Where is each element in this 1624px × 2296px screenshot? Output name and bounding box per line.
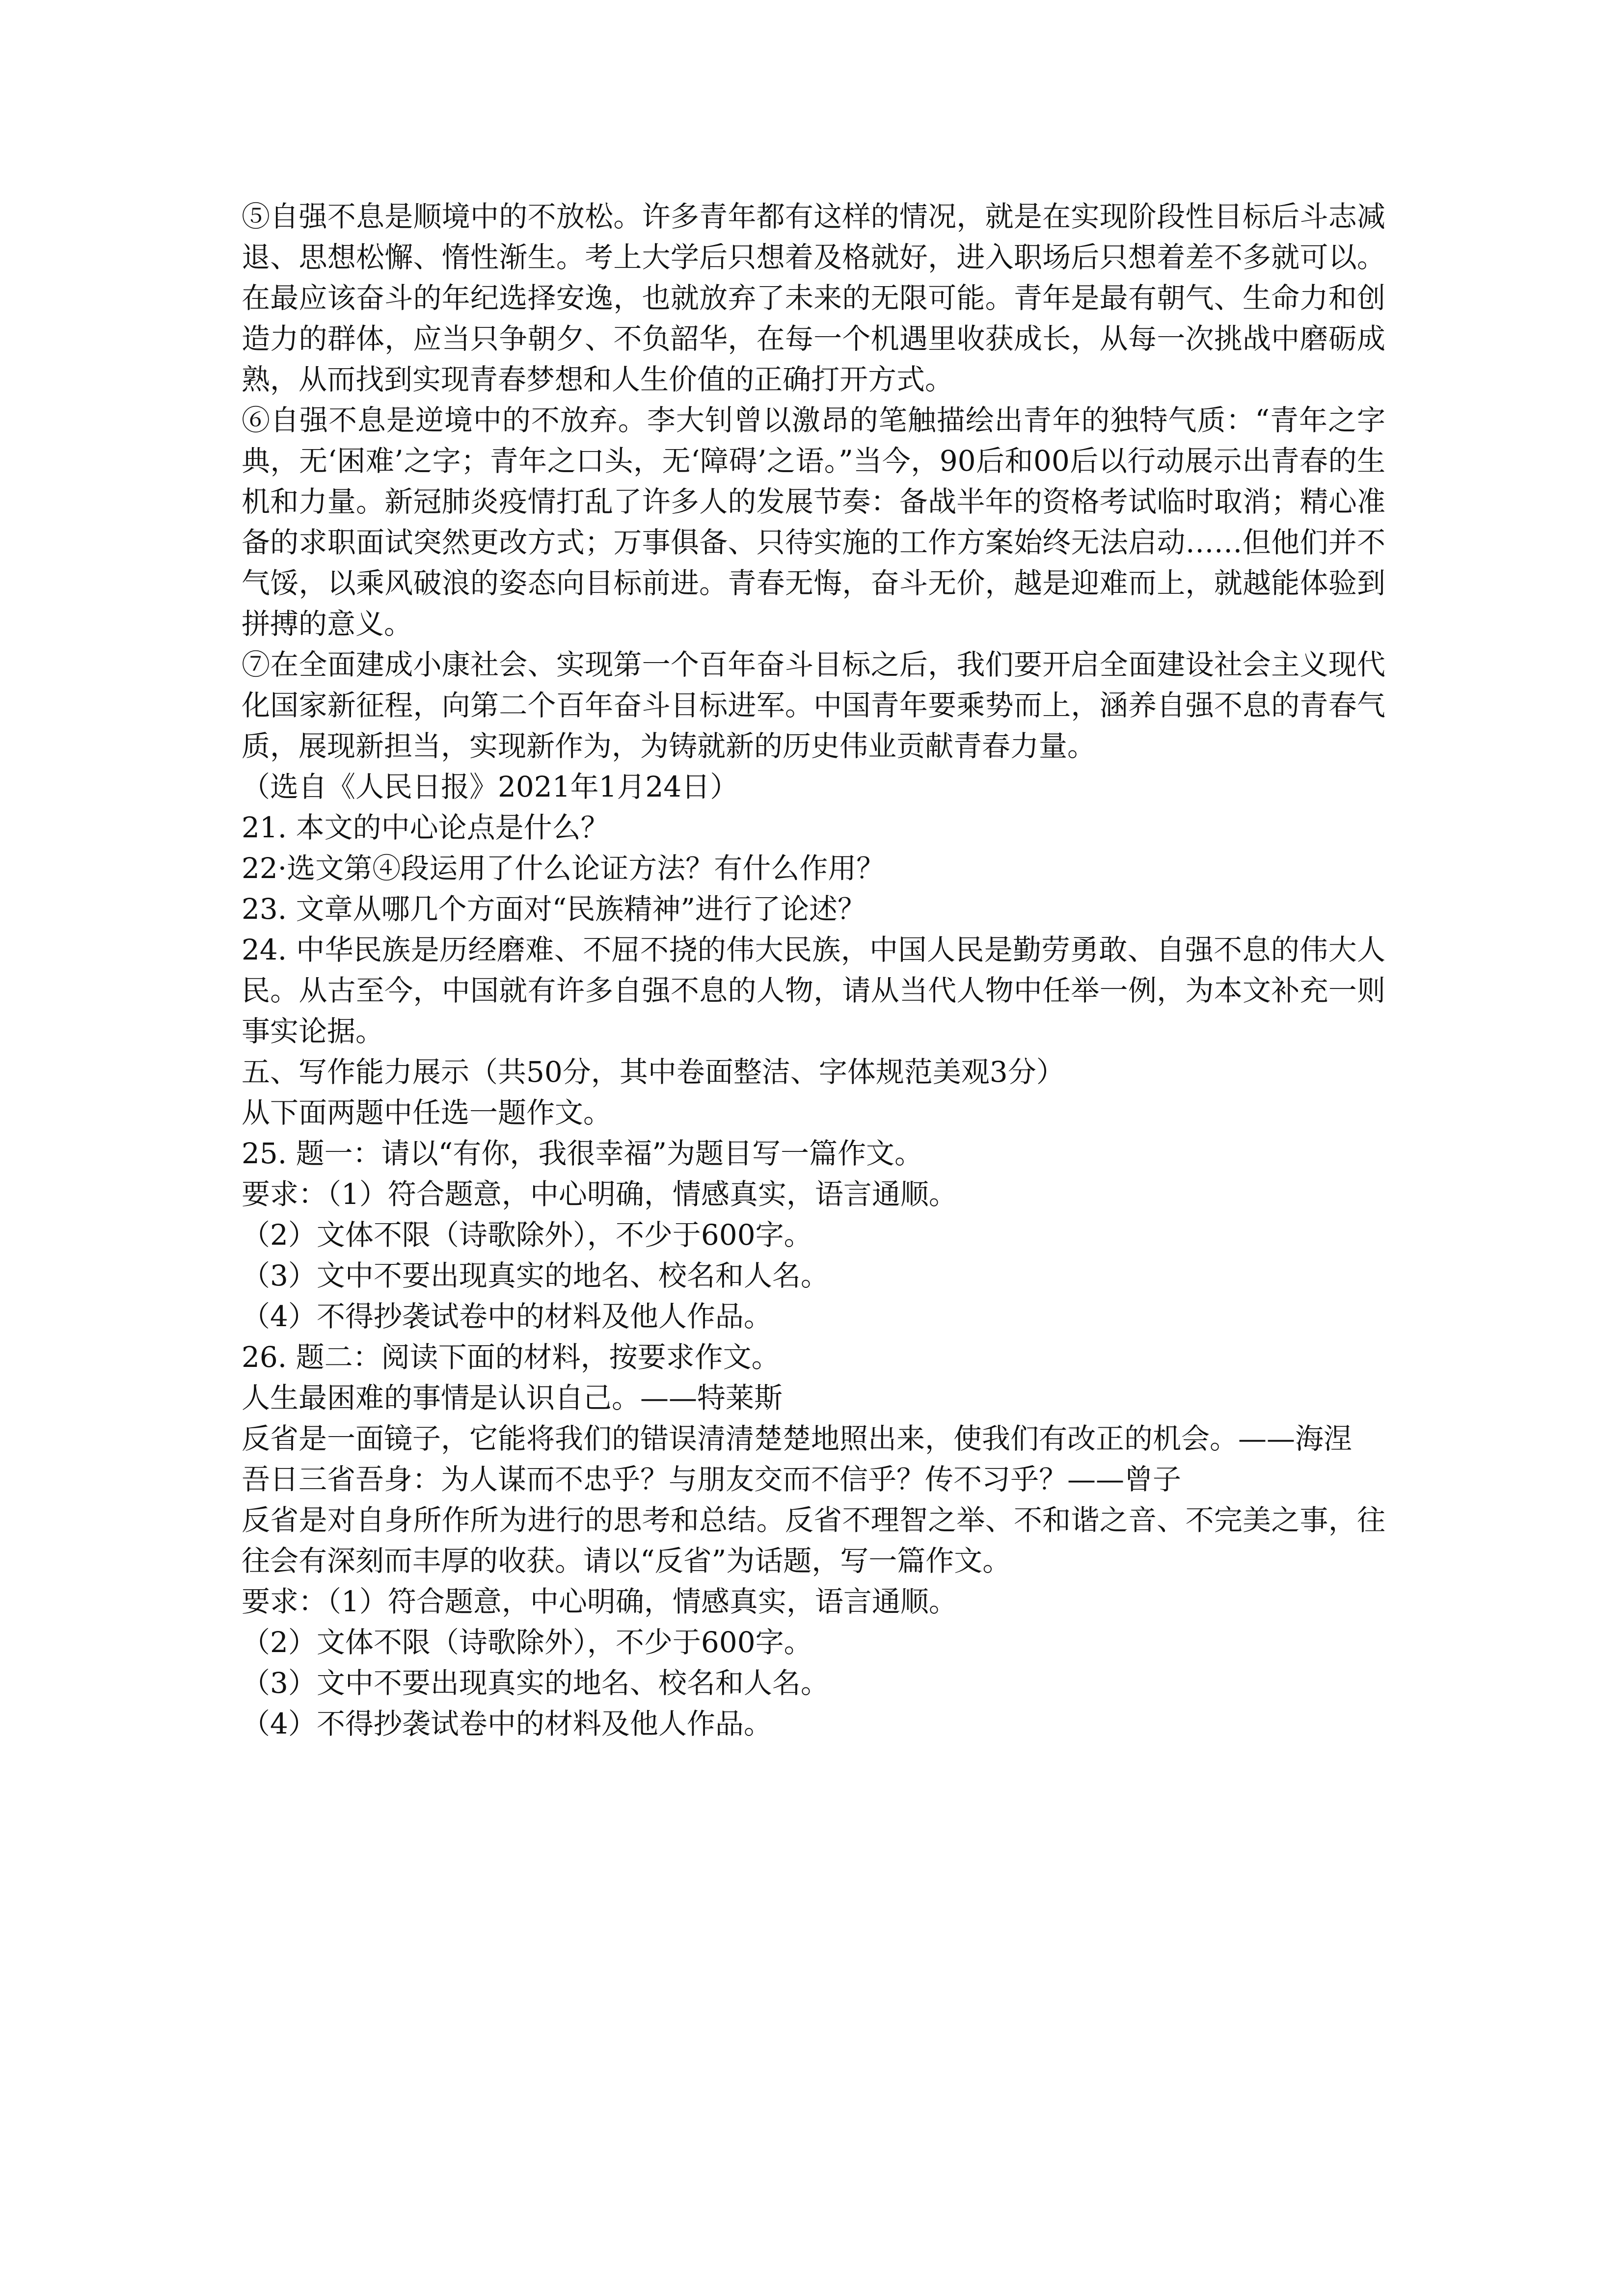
material-quote: 吾日三省吾身：为人谋而不忠乎？与朋友交而不信乎？传不习乎？——曾子 — [242, 1463, 1182, 1496]
requirement-item: （4）不得抄袭试卷中的材料及他人作品。 — [242, 1707, 772, 1740]
question-25-requirements — [242, 1174, 1385, 1337]
question-22: 22·选文第④段运用了什么论证方法？有什么作用？ — [242, 852, 885, 885]
question-24: 24. 中华民族是历经磨难、不屈不挠的伟大民族，中国人民是勤劳勇敢、自强不息的伟大人民。从古至今，中国就有许多自强不息的人物，请从当代人物中任举一例，为本文补充一则事实论据。 — [242, 933, 1385, 1048]
question-25: 25. 题一：请以“有你，我很幸福”为题目写一篇作文。 — [242, 1137, 923, 1170]
passage-paragraph-5: ⑤自强不息是顺境中的不放松。许多青年都有这样的情况，就是在实现阶段性目标后斗志减退、思想松懈、惰性渐生。考上大学后只想着及格就好，进入职场后只想着差不多就可以。在最应该奋斗的年纪选择安逸，也就放弃了未来的无限可能。青年是最有朝气、生命力和创造力的群体，应当只争朝夕、不负韶华，在每一个机遇里收获成长，从每一次挑战中磨砺成熟，从而找到实现青春梦想和人生价值的正确打开方式。 — [242, 200, 1385, 396]
requirement-item: （2）文体不限（诗歌除外），不少于600字。 — [242, 1218, 812, 1252]
document-page — [242, 196, 1385, 1744]
question-26-requirements — [242, 1581, 1385, 1744]
passage-paragraph-6: ⑥自强不息是逆境中的不放弃。李大钊曾以激昂的笔触描绘出青年的独特气质：“青年之字典，无‘困难’之字；青年之口头，无‘障碍’之语。”当今，90后和00后以行动展示出青春的生机和力量。新冠肺炎疫情打乱了许多人的发展节奏：备战半年的资格考试临时取消；精心准备的求职面试突然更改方式；万事俱备、只待实施的工作方案始终无法启动……但他们并不气馁，以乘风破浪的姿态向目标前进。青春无悔，奋斗无价，越是迎难而上，就越能体验到拼搏的意义。 — [242, 403, 1385, 641]
material-quote: 反省是一面镜子，它能将我们的错误清清楚楚地照出来，使我们有改正的机会。——海涅 — [242, 1422, 1353, 1455]
requirement-item: 要求：（1）符合题意，中心明确，情感真实，语言通顺。 — [242, 1585, 957, 1618]
question-26: 26. 题二：阅读下面的材料，按要求作文。 — [242, 1340, 780, 1374]
material-quote: 人生最困难的事情是认识自己。——特莱斯 — [242, 1381, 783, 1415]
writing-section-title: 五、写作能力展示（共50分，其中卷面整洁、字体规范美观3分） — [242, 1055, 1065, 1089]
passage-paragraph-7: ⑦在全面建成小康社会、实现第一个百年奋斗目标之后，我们要开启全面建设社会主义现代化国家新征程，向第二个百年奋斗目标进军。中国青年要乘势而上，涵养自强不息的青春气质，展现新担当，实现新作为，为铸就新的历史伟业贡献青春力量。 — [242, 648, 1385, 763]
passage-source: （选自《人民日报》2021年1月24日） — [242, 770, 739, 803]
question-26-material — [242, 1378, 1385, 1500]
requirement-item: （3）文中不要出现真实的地名、校名和人名。 — [242, 1259, 829, 1292]
requirement-item: 要求：（1）符合题意，中心明确，情感真实，语言通顺。 — [242, 1177, 957, 1211]
question-21: 21. 本文的中心论点是什么？ — [242, 811, 609, 844]
question-23: 23. 文章从哪几个方面对“民族精神”进行了论述？ — [242, 892, 866, 926]
requirement-item: （3）文中不要出现真实的地名、校名和人名。 — [242, 1666, 829, 1700]
requirement-item: （4）不得抄袭试卷中的材料及他人作品。 — [242, 1300, 772, 1333]
writing-instruction: 从下面两题中任选一题作文。 — [242, 1096, 612, 1129]
requirement-item: （2）文体不限（诗歌除外），不少于600字。 — [242, 1626, 812, 1659]
question-26-prompt: 反省是对自身所作所为进行的思考和总结。反省不理智之举、不和谐之音、不完美之事，往往会有深刻而丰厚的收获。请以“反省”为话题，写一篇作文。 — [242, 1503, 1385, 1577]
